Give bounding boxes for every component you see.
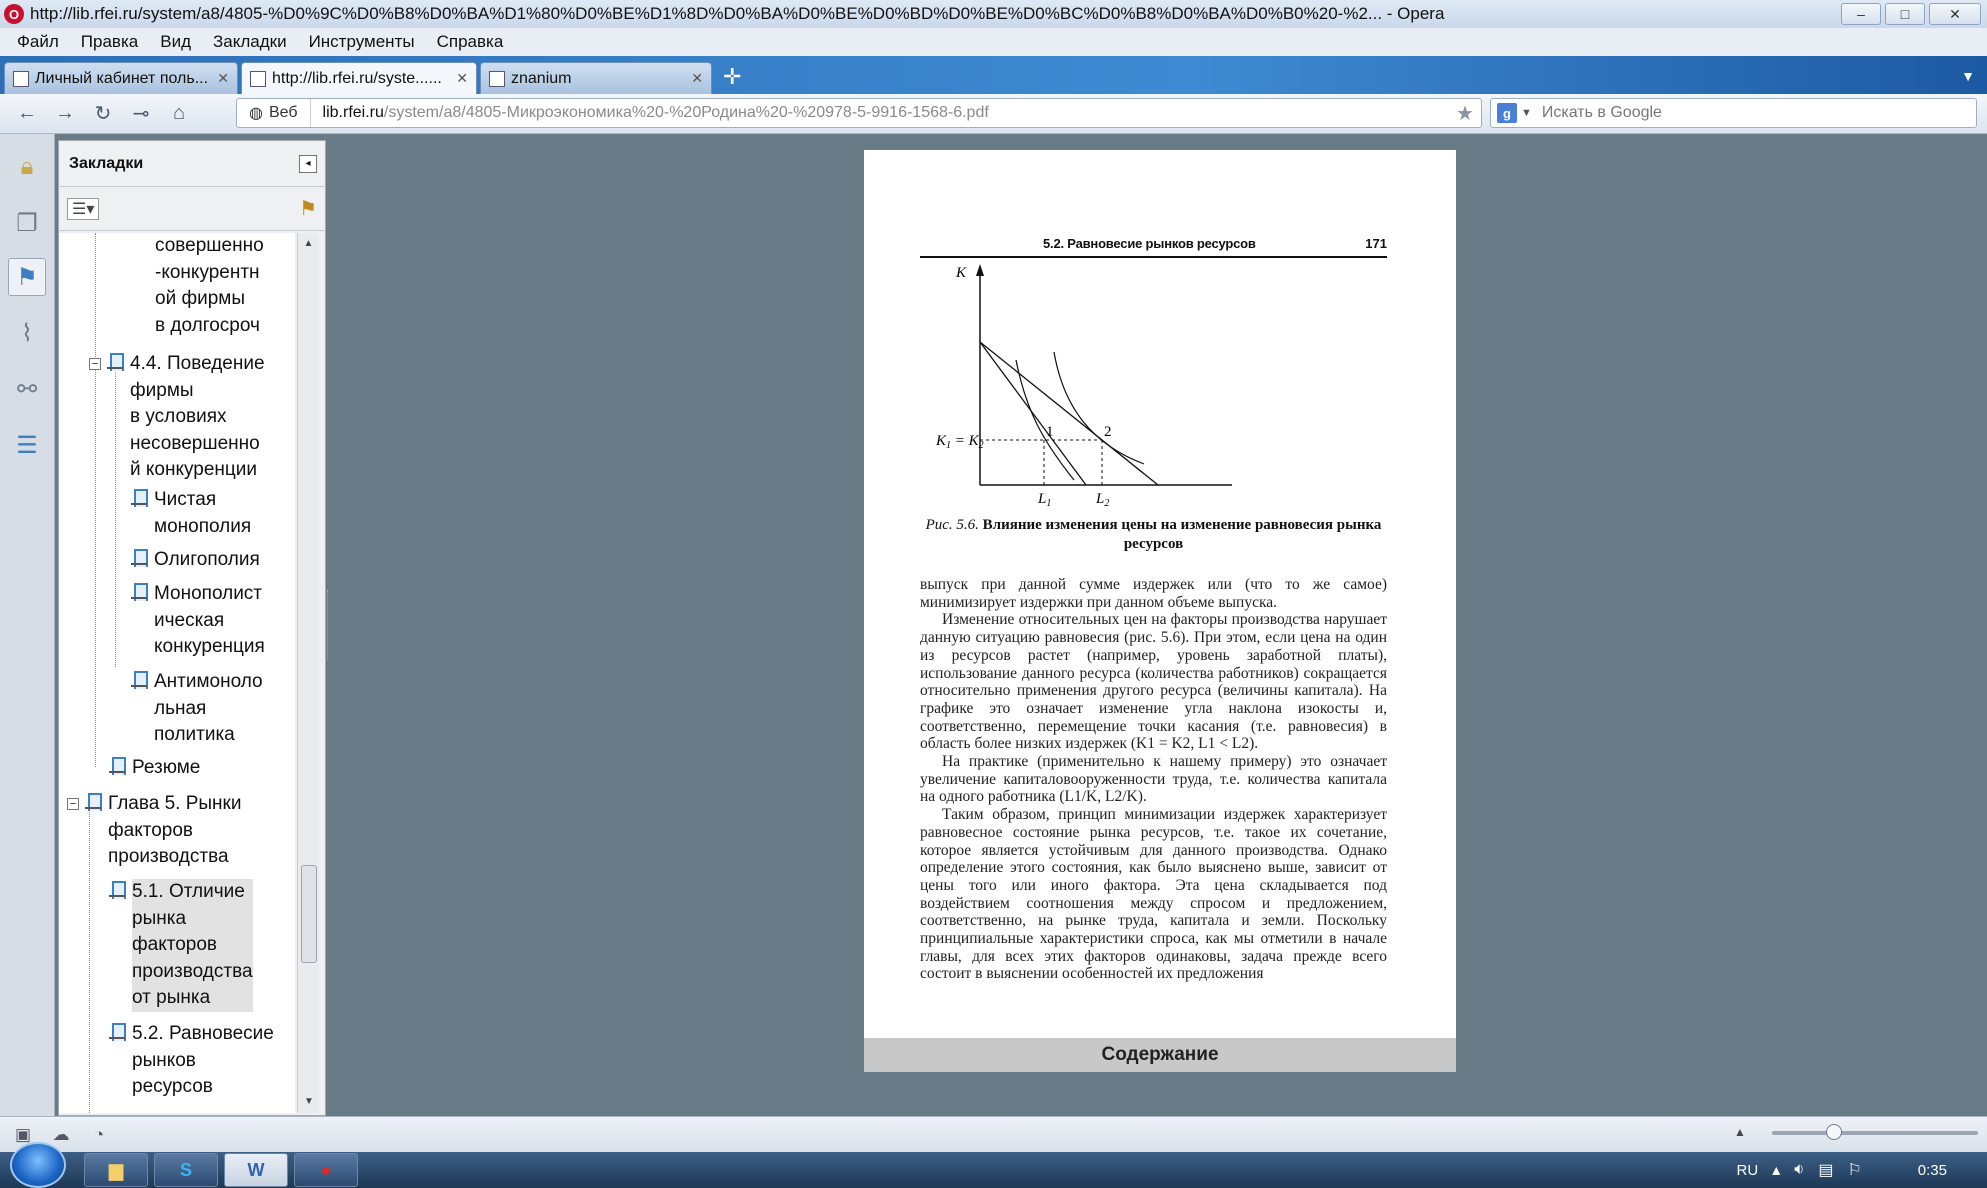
close-window-button[interactable]: ✕ [1929, 3, 1981, 25]
status-bar [0, 1116, 1987, 1152]
options-menu-icon[interactable]: ☰▾ [67, 198, 99, 220]
y-axis-label: K [956, 265, 967, 281]
l1-label: $L_1$ [1038, 491, 1052, 509]
bookmarks-title: Закладки [69, 154, 144, 172]
search-placeholder: Искать в Google [1541, 104, 1662, 121]
bookmark-item[interactable] [67, 791, 241, 871]
paragraph: Таким образом, принцип минимизации издержек характеризует равновесное состояние рынка ресурсов, т.е. такое их сочетание, которое является устойчивым для данного производства. Однако определение этого состояния, как было выяснено выше, зависит от цены того или иного фактора. Эта цена складывается под воздействием соотношения между спросом и предложением, соответственно, на рынке труда, капитала и земли. Поскольку принципиальные характеристики спроса, как мы отметили в начале главы, для всех этих факторов одинаковы, задача прежде всего состоит в выяснении особенностей их предложения [920, 806, 1387, 983]
tab-lib-rfei[interactable] [241, 62, 477, 94]
system-tray [1737, 1152, 1967, 1188]
search-field[interactable] [1490, 98, 1977, 128]
header-section-title: 5.2. Равновесие рынков ресурсов [1043, 236, 1256, 251]
bookmark-star-icon[interactable]: ★ [1456, 102, 1474, 125]
word-task-icon[interactable]: W [224, 1153, 288, 1187]
menu-bookmarks[interactable]: Закладки [213, 32, 287, 51]
opera-logo-icon: O [4, 4, 24, 24]
contents-button[interactable]: Содержание [864, 1038, 1456, 1072]
menu-edit[interactable]: Правка [80, 32, 139, 51]
tree-connector [95, 233, 96, 767]
close-tab-icon[interactable]: ✕ [691, 70, 703, 86]
menu-tools[interactable]: Инструменты [308, 32, 415, 51]
globe-icon: ◍ [249, 105, 263, 122]
tab-label: http://lib.rfei.ru/syste...... [272, 69, 442, 87]
bookmarks-scrollbar[interactable] [297, 233, 319, 1113]
bookmark-icon [131, 671, 147, 691]
bookmark-icon [109, 757, 125, 777]
url-domain: lib.rfei.ru [322, 104, 384, 121]
menu-file[interactable]: Файл [17, 32, 59, 51]
paragraph: На практике (применительно к нашему примеру) это означает увеличение капиталовооруженности труда, т.е. количества капитала на одного работника (L1/K, L2/K). [920, 753, 1387, 806]
navigation-bar [0, 94, 1987, 134]
skype-task-icon[interactable]: S [154, 1153, 218, 1187]
bookmark-icon [109, 1023, 125, 1043]
bookmark-icon [131, 489, 147, 509]
bookmark-item[interactable] [131, 581, 265, 661]
scrollbar-thumb[interactable] [301, 865, 317, 963]
bookmark-label: Монополист ическая конкуренция [154, 583, 265, 657]
collapse-toggle[interactable]: − [67, 798, 79, 810]
cloud-icon[interactable]: ☁ [52, 1124, 70, 1144]
tab-label: znanium [511, 69, 572, 87]
paragraph: выпуск при данной сумме издержек или (что то же самое) минимизирует издержки при данном объеме выпуска. [920, 576, 1387, 611]
window-title: http://lib.rfei.ru/system/a8/4805-%D0%9C%D0%B8%D0%BA%D1%80%D0%BE%D1%8D%D0%BA%D0%BE%D0%BD%D0%BE%D0%BC%D0%B8%D0%BA%D0%B0%20-%2... - Opera [30, 4, 1445, 23]
paragraph: Изменение относительных цен на факторы производства нарушает данную ситуацию равновесия (рис. 5.6). При этом, если цена на один из ресурсов растет (например, уровень заработной платы), использование данного ресурса (количества работников) сокращается относительно применения другого ресурса (величины капитала). На графике это означает изменение угла наклона изокосты и, соответственно, перемещение точки касания (т.е. равновесия) в область более низких издержек (K1 = K2, L1 < L2). [920, 611, 1387, 753]
l2-label: $L_2$ [1096, 491, 1110, 509]
bookmark-item[interactable] [131, 669, 263, 749]
site-info-badge[interactable] [237, 99, 311, 127]
attachment-icon[interactable]: ⌇ [21, 319, 33, 347]
bookmark-label: совершенно -конкурентн ой фирмы в долгосроч [155, 235, 264, 336]
bookmark-item[interactable] [109, 1021, 274, 1101]
menu-bar [0, 28, 1987, 56]
address-field[interactable] [236, 98, 1482, 128]
windows-taskbar [0, 1152, 1987, 1188]
pages-icon[interactable]: ❐ [16, 209, 38, 237]
isocost-line-2 [980, 342, 1158, 485]
layers-icon[interactable]: ☰ [16, 431, 38, 459]
caption-title: Влияние изменения цены на изменение равновесия рынка ресурсов [982, 517, 1382, 552]
network-icon[interactable]: ▤ [1818, 1162, 1834, 1179]
bookmark-item[interactable] [155, 233, 264, 339]
bookmark-label: Олигополия [154, 549, 260, 570]
collapse-panel-icon[interactable]: ◂ [299, 155, 317, 173]
search-binoculars-icon[interactable]: ⚯ [16, 375, 38, 403]
bookmark-item[interactable] [89, 351, 265, 484]
scroll-up-icon[interactable]: ▲ [303, 238, 314, 249]
home-icon[interactable]: ⌂ [172, 102, 186, 124]
action-center-flag-icon[interactable]: ⚐ [1847, 1162, 1862, 1179]
zoom-slider-knob[interactable] [1826, 1124, 1842, 1140]
page-body-text [920, 576, 1387, 983]
collapse-toggle[interactable]: − [89, 358, 101, 370]
point-1-label: 1 [1046, 424, 1054, 440]
start-button[interactable] [10, 1142, 66, 1188]
bookmark-label: Глава 5. Рынки факторов производства [108, 793, 242, 867]
reload-icon[interactable]: ↻ [94, 103, 112, 125]
close-tab-icon[interactable]: ✕ [456, 70, 468, 86]
bookmark-label: 5.2. Равновесие рынков ресурсов [132, 1023, 274, 1097]
explorer-task-icon[interactable]: ▆ [84, 1153, 148, 1187]
bookmark-icon [107, 353, 123, 373]
viewer-tool-strip [0, 134, 55, 1116]
forward-icon[interactable]: → [55, 102, 75, 124]
bookmark-label: 4.4. Поведение фирмы в условиях несовершенно й конкуренции [130, 353, 265, 480]
isoquant-2 [1054, 352, 1144, 464]
show-hidden-icons-icon[interactable]: ▴ [1772, 1162, 1781, 1179]
find-bookmark-icon[interactable]: ⚑ [299, 198, 317, 220]
bookmark-item-selected[interactable] [109, 879, 253, 1012]
bookmarks-panel [58, 140, 326, 1116]
page-running-header [920, 234, 1387, 258]
zoom-slider[interactable] [1772, 1131, 1978, 1135]
bookmark-item[interactable] [109, 755, 200, 782]
speed-dial-icon[interactable]: ◔ [93, 1124, 105, 1144]
tab-label: Личный кабинет поль... [35, 69, 209, 87]
scroll-down-icon[interactable]: ▼ [304, 1096, 314, 1107]
bookmarks-tree [59, 233, 295, 1113]
bookmarks-icon[interactable]: ⚑ [8, 258, 46, 296]
page-icon [13, 71, 29, 87]
google-icon: g [1497, 103, 1517, 123]
panel-toggle-icon[interactable]: ▣ [14, 1124, 32, 1144]
language-indicator[interactable]: RU [1736, 1161, 1759, 1179]
close-tab-icon[interactable]: ✕ [217, 70, 229, 86]
url-text [311, 104, 1449, 122]
clock[interactable]: 0:35 [1917, 1161, 1947, 1179]
bookmark-label: Резюме [132, 757, 201, 778]
isoquant-figure [934, 260, 1274, 510]
bookmark-label: Чистая монополия [154, 489, 252, 537]
page-number: 171 [1365, 236, 1387, 251]
bookmark-icon [85, 793, 101, 813]
zoom-up-icon[interactable]: ▲ [1734, 1125, 1746, 1139]
bookmark-icon [131, 583, 147, 603]
point-2-label: 2 [1104, 424, 1112, 440]
url-path: /system/a8/4805-Микроэкономика%20-%20Родина%20-%20978-5-9916-1568-6.pdf [383, 104, 989, 121]
isocost-line-1 [980, 342, 1086, 485]
pdf-icon [250, 71, 266, 87]
bookmark-label: 5.1. Отличие рынка факторов производства от рынка [132, 879, 253, 1012]
pdf-page [864, 150, 1456, 1072]
bookmark-icon [131, 549, 147, 569]
menu-help[interactable]: Справка [436, 32, 504, 51]
y-axis-arrow [976, 264, 984, 276]
bookmark-label: Антимоноло льная политика [154, 671, 263, 745]
opera-task-icon[interactable]: ● [294, 1153, 358, 1187]
bookmarks-toolbar [59, 187, 325, 231]
tab-personal-cabinet[interactable] [4, 62, 238, 94]
page-icon [489, 71, 505, 87]
k-level-label: $K_1 = K_2$ [936, 433, 984, 451]
tab-znanium[interactable] [480, 62, 712, 94]
panel-splitter[interactable] [327, 590, 332, 660]
bookmark-item[interactable] [131, 487, 251, 540]
tab-menu-icon[interactable]: ▼ [1961, 68, 1975, 84]
site-info-label: Веб [268, 104, 298, 121]
back-icon[interactable]: ← [17, 102, 37, 124]
key-icon[interactable]: ⊸ [132, 103, 150, 125]
figure-caption [920, 516, 1387, 554]
tab-bar [0, 56, 1987, 94]
bookmark-icon [109, 881, 125, 901]
bookmarks-header [59, 141, 325, 187]
menu-view[interactable]: Вид [160, 32, 191, 51]
bookmark-item[interactable] [131, 547, 260, 574]
window-titlebar [0, 0, 1987, 28]
lock-icon[interactable]: 🔒︎ [20, 153, 34, 180]
maximize-button[interactable]: □ [1885, 3, 1925, 25]
caption-prefix: Рис. 5.6. [925, 517, 979, 533]
volume-icon[interactable]: 🔉︎ [1794, 1161, 1805, 1178]
chevron-down-icon[interactable]: ▼ [1521, 107, 1532, 119]
new-tab-icon[interactable]: ✛ [723, 64, 742, 89]
minimize-button[interactable]: – [1841, 3, 1881, 25]
